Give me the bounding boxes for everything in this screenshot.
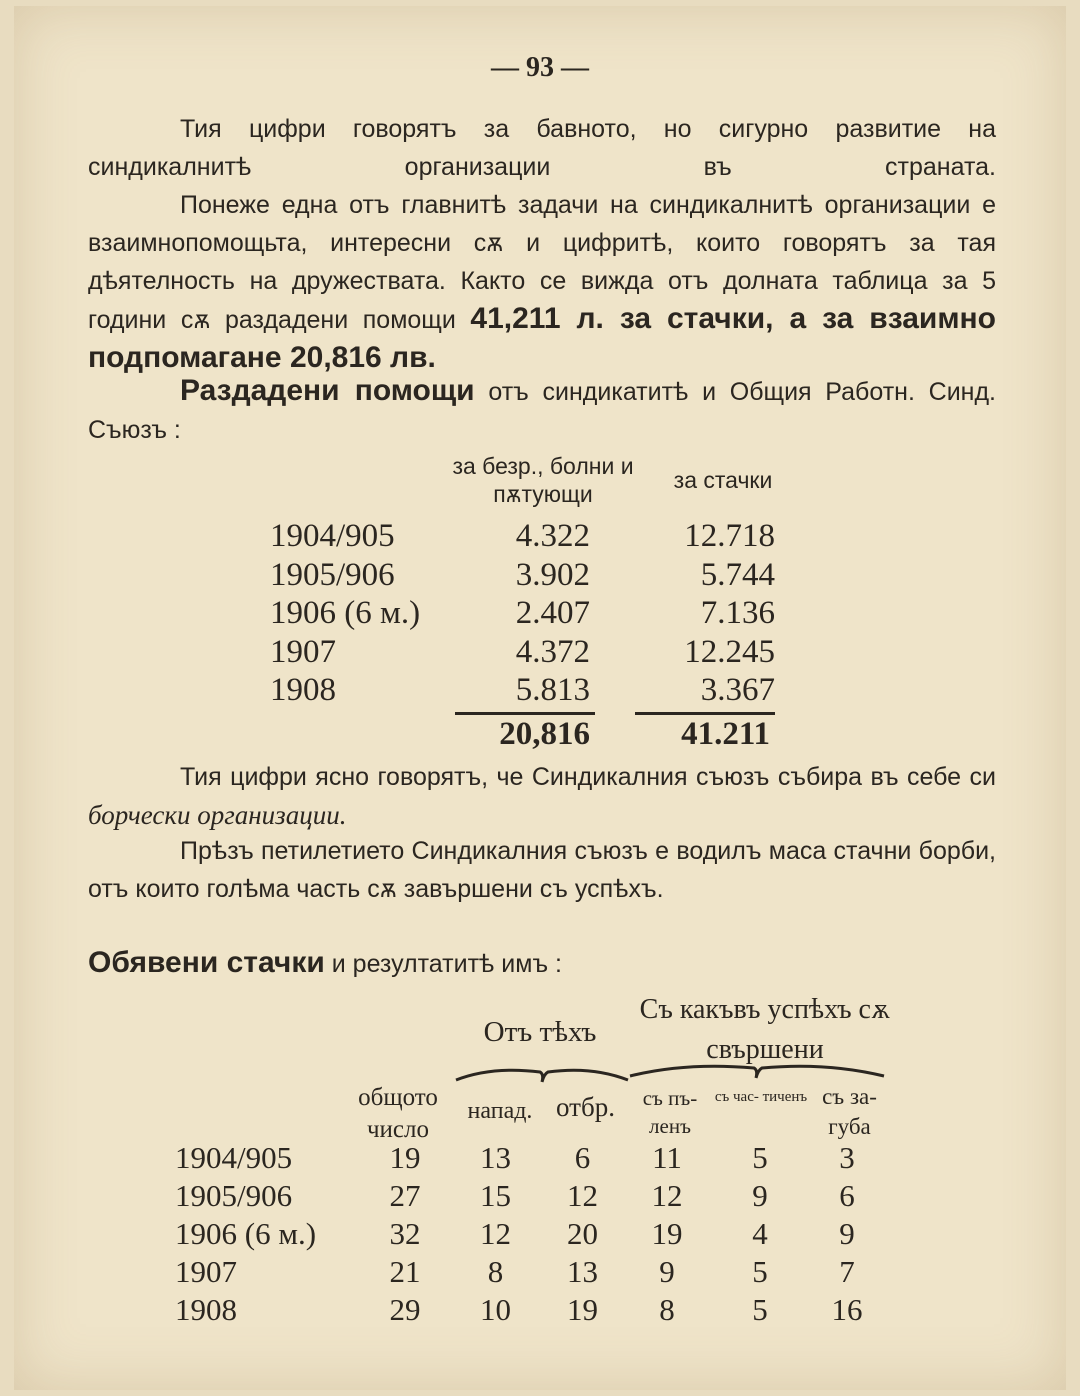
table2-defense: 19 <box>567 1292 598 1327</box>
table2-group2-brace <box>626 1058 888 1082</box>
table2-total: 19 <box>389 1140 421 1175</box>
table1-year: 1906 (6 м.) <box>270 595 421 631</box>
paragraph-4: Прѣзъ петилетието Синдикалния съюзъ е водилъ маса стачни борби, отъ които голѣма часть сѫ завършени съ успѣхъ. <box>88 837 996 903</box>
table2-col-defense-header: отбр. <box>556 1092 615 1122</box>
table2-defense: 20 <box>567 1216 598 1251</box>
paragraph-3-italic: борчески организации. <box>88 800 347 830</box>
table2-loss: 3 <box>839 1140 855 1175</box>
table2-row <box>0 1178 1080 1216</box>
heading-aid-rest: отъ синдикатитѣ и Общия Работн. Синд. Съюзъ : <box>88 378 997 444</box>
table1-row <box>0 672 1080 710</box>
table2-total: 29 <box>389 1292 421 1327</box>
table2-full-success: 11 <box>652 1140 682 1175</box>
table1-row <box>0 518 1080 556</box>
table2-year: 1907 <box>175 1254 237 1289</box>
table2-attack: 13 <box>480 1140 511 1175</box>
table1-value-aid: 3.902 <box>515 556 590 593</box>
heading-strikes-rest: и резултатитѣ имъ : <box>331 950 562 978</box>
table2-col-attack-header: напад. <box>467 1098 533 1124</box>
table2-row <box>0 1140 1080 1178</box>
table1-value-aid: 2.407 <box>515 595 590 631</box>
table1-col-a-header: за безр., болни и пѫтующи <box>452 453 634 507</box>
table2-total: 27 <box>389 1178 421 1213</box>
table2-year: 1908 <box>175 1292 237 1327</box>
table2-col-total-header: общото число <box>358 1084 438 1143</box>
table2-full-success: 12 <box>651 1178 683 1213</box>
table1-row <box>0 634 1080 672</box>
table2-partial-success: 4 <box>752 1216 768 1251</box>
table2-loss: 9 <box>839 1216 855 1251</box>
table2-full-success: 19 <box>651 1216 683 1251</box>
table1-sum-rule-b <box>635 712 775 715</box>
heading-aid-distributed <box>88 372 996 449</box>
table1-col-b-header: за стачки <box>673 467 773 493</box>
table2-partial-success: 9 <box>752 1178 768 1213</box>
table2-partial-success: 5 <box>752 1292 768 1327</box>
heading-aid-bold: Раздадени помощи <box>180 374 475 407</box>
table2-year: 1905/906 <box>175 1178 293 1213</box>
table2-col-full-header: съ пъ- ленъ <box>642 1086 698 1138</box>
table1-total-a: 20,816 <box>499 716 590 752</box>
table1-year: 1907 <box>270 633 336 670</box>
paragraph-3-text: Тия цифри ясно говорятъ, че Синдикалния съюзъ събира въ себе си <box>180 763 996 791</box>
table2-loss: 6 <box>839 1178 855 1213</box>
table2-row <box>0 1292 1080 1330</box>
table2-attack: 15 <box>480 1178 511 1213</box>
table2-full-success: 8 <box>659 1292 675 1327</box>
table1-year: 1908 <box>270 672 336 708</box>
table2-loss: 7 <box>839 1254 855 1289</box>
table1-year: 1904/905 <box>270 518 395 554</box>
table2-full-success: 9 <box>659 1254 675 1289</box>
table2-year: 1906 (6 м.) <box>175 1216 317 1251</box>
table2-group1-header: Отъ тѣхъ <box>483 1016 597 1048</box>
table2-attack: 12 <box>480 1216 511 1251</box>
table1-row <box>0 557 1080 595</box>
table1-value-aid: 4.372 <box>515 633 590 670</box>
table2-partial-success: 5 <box>752 1254 768 1289</box>
table2-col-loss-header: съ за- губа <box>822 1084 877 1139</box>
table2-attack: 8 <box>487 1254 504 1289</box>
table2-defense: 6 <box>574 1140 591 1175</box>
table2-row <box>0 1254 1080 1292</box>
table1-value-strikes: 12.718 <box>684 518 775 554</box>
table2-total: 32 <box>389 1216 421 1251</box>
table2-group2-header: Съ какъвъ успѣхъ сѫ свършени <box>639 994 891 1065</box>
table1-total-b: 41.211 <box>681 716 770 752</box>
table1-year: 1905/906 <box>270 556 395 593</box>
page-number: — 93 — <box>491 52 589 83</box>
table1-sum-rule-a <box>455 712 595 715</box>
table2-row <box>0 1216 1080 1254</box>
table2-col-partial-header: съ час- тиченъ <box>714 1089 808 1105</box>
table1-value-aid: 4.322 <box>515 518 590 554</box>
table2-loss: 16 <box>831 1292 863 1327</box>
table2-defense: 12 <box>567 1178 598 1213</box>
table2-total: 21 <box>389 1254 421 1289</box>
table1-value-strikes: 5.744 <box>700 556 775 593</box>
paragraph-2-text: Понеже една отъ главнитѣ задачи на синдикалнитѣ организации е взаимнопомощьта, интересни сѫ и цифритѣ, които говорятъ за тая дѣятелность на дружествата. Както се вижда отъ долната таблица за 5 години сѫ раздадени помощи <box>88 191 996 334</box>
table2-defense: 13 <box>567 1254 598 1289</box>
paragraph-3 <box>88 758 996 835</box>
table1-value-strikes: 12.245 <box>684 633 775 670</box>
table1-value-strikes: 3.367 <box>700 672 775 708</box>
table2-year: 1904/905 <box>175 1140 293 1175</box>
table1-value-strikes: 7.136 <box>700 595 775 631</box>
heading-strikes-declared <box>88 944 996 983</box>
table2-partial-success: 5 <box>752 1140 768 1175</box>
table1-row <box>0 595 1080 633</box>
table1-value-aid: 5.813 <box>515 672 590 708</box>
table2-attack: 10 <box>480 1292 511 1327</box>
paragraph-2-bold: 41,211 л. за стачки, а за взаимно подпомагане 20,816 лв. <box>88 302 996 374</box>
heading-strikes-bold: Обявени стачки <box>88 946 325 979</box>
paragraph-2 <box>88 186 996 378</box>
paragraph-1: Тия цифри говорятъ за бавното, но сигурно развитие на синдикалнитѣ организации въ страната. <box>88 115 996 181</box>
table2-group1-brace <box>452 1062 632 1086</box>
